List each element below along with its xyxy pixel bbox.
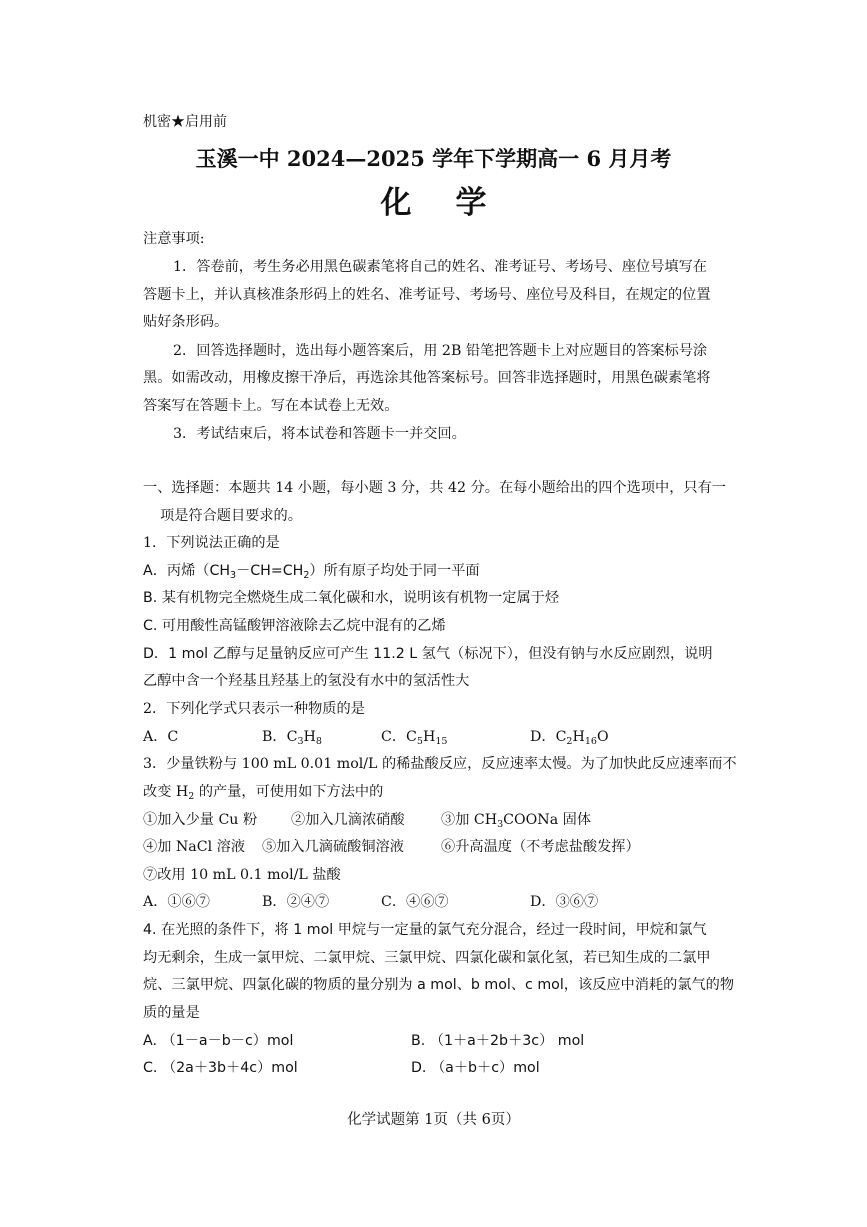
- question-stem: 1．下列说法正确的是: [143, 535, 280, 551]
- notice-heading: 注意事项:: [143, 231, 205, 247]
- option-c: C．$C_5H_{15}$: [381, 729, 448, 747]
- option-b: B．$C_3H_8$: [262, 729, 322, 747]
- option-b: B. 某有机物完全燃烧生成二氧化碳和水，说明该有机物一定属于烃: [143, 590, 560, 606]
- method-item: ⑤加入几滴硫酸铜溶液: [262, 839, 404, 855]
- notice-line: 贴好条形码。: [143, 314, 229, 330]
- option-a: A．丙烯$(CH_3-CH=CH_2)$所有原子均处于同一平面: [143, 563, 480, 581]
- notice-line: 黑。如需改动，用橡皮擦干净后，再选涂其他答案标号。回答非选择题时，用黑色碳素笔将: [143, 370, 711, 386]
- option-d: D．$C_2H_{16}O$: [530, 729, 609, 747]
- option-a: A．①⑥⑦: [143, 894, 210, 910]
- method-item: ⑦改用 10 mL 0.1 mol/L 盐酸: [143, 867, 341, 883]
- option-d-cont: 乙醇中含一个羟基且羟基上的氢没有水中的氢活性大: [143, 673, 470, 689]
- option-d: D．③⑥⑦: [530, 894, 599, 910]
- question-stem: 3．少量铁粉与 100 mL 0.01 mol/L 的稀盐酸反应，反应速率太慢。为了加快此反应速率而不: [143, 756, 737, 772]
- method-item: ④加 NaCl 溶液: [143, 839, 246, 855]
- method-item: ⑥升高温度（不考虑盐酸发挥）: [441, 839, 640, 855]
- question-stem-cont: 均无剩余，生成一氯甲烷、二氯甲烷、三氯甲烷、四氯化碳和氯化氢，若已知生成的二氯甲: [143, 950, 711, 966]
- option-d: D．1 mol 乙醇与足量钠反应可产生 11.2 L 氢气（标况下），但没有钠与水反应剧烈，说明: [143, 646, 713, 662]
- question-stem-cont: 改变 $H_2$ 的产量，可使用如下方法中的: [143, 784, 384, 802]
- option-c: C. 可用酸性高锰酸钾溶液除去乙烷中混有的乙烯: [143, 618, 446, 634]
- option-b: B．②④⑦: [262, 894, 330, 910]
- option-a: A．C: [143, 729, 179, 745]
- section-heading: 项是符合题目要求的。: [160, 508, 302, 524]
- page-footer: 化学试题第 1页（共 6页）: [347, 1112, 520, 1128]
- subject-title: 化学: [380, 185, 531, 221]
- question-stem-cont: 烷、三氯甲烷、四氯化碳的物质的量分别为 a mol、b mol、c mol，该反应中消耗的氯气的物: [143, 977, 735, 993]
- method-item: ②加入几滴浓硝酸: [291, 812, 405, 828]
- question-stem: 2．下列化学式只表示一种物质的是: [143, 701, 365, 717]
- option-d: D. （a＋b＋c）mol: [411, 1060, 540, 1076]
- notice-line: 答案写在答题卡上。写在本试卷上无效。: [143, 398, 399, 414]
- confidential-label: 机密★启用前: [143, 114, 227, 130]
- section-heading: 一、选择题：本题共 14 小题，每小题 3 分，共 42 分。在每小题给出的四个选项中，只有一: [143, 480, 726, 496]
- option-c: C. （2a＋3b＋4c）mol: [143, 1060, 298, 1076]
- option-b: B. （1＋a＋2b＋3c） mol: [411, 1033, 585, 1049]
- question-stem: 4. 在光照的条件下，将 1 mol 甲烷与一定量的氯气充分混合，经过一段时间，甲烷和氯气: [143, 922, 707, 938]
- method-item: ③加 $CH_3COONa$ 固体: [441, 812, 592, 830]
- notice-line: 1．答卷前，考生务必用黑色碳素笔将自己的姓名、准考证号、考场号、座位号填写在: [173, 259, 707, 275]
- option-c: C．④⑥⑦: [381, 894, 449, 910]
- notice-line: 3．考试结束后，将本试卷和答题卡一并交回。: [173, 426, 466, 442]
- option-a: A. （1－a－b－c）mol: [143, 1033, 294, 1049]
- notice-line: 答题卡上，并认真核准条形码上的姓名、准考证号、考场号、座位号及科目，在规定的位置: [143, 287, 711, 303]
- notice-line: 2．回答选择题时，选出每小题答案后，用 2B 铅笔把答题卡上对应题目的答案标号涂: [173, 343, 708, 359]
- method-item: ①加入少量 Cu 粉: [143, 812, 258, 828]
- exam-title: 玉溪一中 2024—2025 学年下学期高一 6 月月考: [195, 146, 672, 171]
- question-stem-cont: 质的量是: [143, 1005, 200, 1021]
